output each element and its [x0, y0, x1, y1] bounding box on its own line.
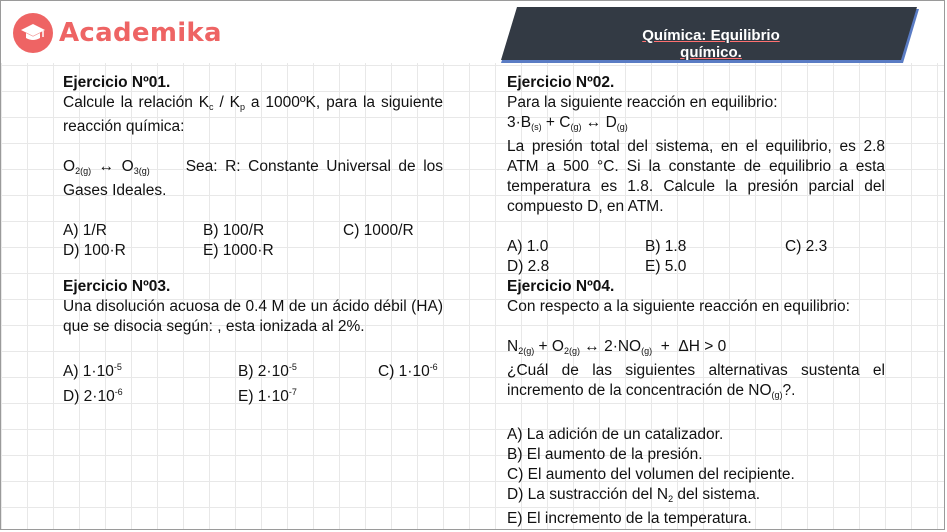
left-column [63, 73, 443, 407]
ex4-title: Ejercicio Nº04. [507, 278, 615, 295]
ex1-options-row1 [63, 221, 443, 241]
ex2-option-a[interactable]: A) 1.0 [507, 238, 549, 255]
ex1-option-c[interactable]: C) 1000/R [343, 222, 414, 239]
ex1-option-b[interactable]: B) 100/R [203, 222, 265, 239]
ex1-options-row2 [63, 241, 443, 261]
ex2-equation: $3\cdot B_{(s)} + C_{(g)}$ ↔ $D_{(g)}$ [507, 114, 628, 132]
ex2-title: Ejercicio Nº02. [507, 74, 615, 91]
ex4-question: ¿Cuál de las siguientes alternativas sustenta el incremento de la concentración de $NO_{(g)}$?. [507, 362, 885, 400]
ex3-option-e[interactable]: E) $1\cdot 10^{-7}$ [238, 387, 297, 405]
ex1-option-d[interactable]: D) 100·R [63, 242, 126, 259]
ex4-option-b[interactable]: B) El aumento de la presión. [507, 446, 703, 463]
ex1-option-a[interactable]: A) 1/R [63, 222, 107, 239]
ex2-option-b[interactable]: B) 1.8 [645, 238, 687, 255]
ex1-statement: Calcule la relación $K_c / K_p$ a 1000ºK, para la siguiente reacción química: [63, 94, 443, 135]
graduation-cap-icon [13, 13, 53, 53]
ex3-option-b[interactable]: B) $2\cdot 10^{-5}$ [238, 362, 297, 380]
brand-logo [13, 13, 222, 53]
ex4-equation: $N_{2(g)} + O_{2(g)}$ ↔ $2\cdot NO_{(g)} + \Delta H > 0$ [507, 338, 727, 356]
ex2-statement: La presión total del sistema, en el equilibrio, es 2.8 ATM a 500 °C. Si la constante de equilibrio a esta temperatura es 1.8. Calcule la presión parcial del compuesto D, en ATM. [507, 138, 885, 215]
ex2-options-row1 [507, 237, 885, 257]
right-column [507, 73, 885, 529]
ex1-option-e[interactable]: E) 1000·R [203, 242, 274, 259]
brand-name: Academika [59, 18, 222, 48]
ex2-options-row2 [507, 257, 885, 277]
ex2-intro: Para la siguiente reacción en equilibrio: [507, 94, 778, 111]
ex1-equation: $O_{2(g)}$ ↔ $O_{3(g)}$ Sea: R: Constante Universal de los Gases Ideales. [63, 158, 444, 199]
ex2-option-c[interactable]: C) 2.3 [785, 238, 828, 255]
topic-banner [501, 7, 921, 63]
ex1-title: Ejercicio Nº01. [63, 74, 171, 91]
ex4-intro: Con respecto a la siguiente reacción en equilibrio: [507, 298, 850, 315]
ex3-statement: Una disolución acuosa de 0.4 M de un ácido débil (HA) que se disocia según: , esta ionizada al 2%. [63, 298, 443, 335]
ex4-option-c[interactable]: C) El aumento del volumen del recipiente. [507, 466, 795, 483]
ex3-option-d[interactable]: D) $2\cdot 10^{-6}$ [63, 387, 123, 405]
ex4-option-d[interactable]: D) La sustracción del $N_2$ del sistema. [507, 486, 761, 504]
ex3-options-row2 [63, 382, 443, 407]
ex3-title: Ejercicio Nº03. [63, 278, 171, 295]
topic-title: Química: Equilibrio químico. [642, 27, 780, 61]
ex4-option-e[interactable]: E) El incremento de la temperatura. [507, 510, 752, 527]
ex2-option-d[interactable]: D) 2.8 [507, 258, 550, 275]
ex2-option-e[interactable]: E) 5.0 [645, 258, 687, 275]
ex3-option-c[interactable]: C) $1\cdot 10^{-6}$ [378, 362, 438, 380]
ex4-option-a[interactable]: A) La adición de un catalizador. [507, 426, 724, 443]
ex3-option-a[interactable]: A) $1\cdot 10^{-5}$ [63, 362, 122, 380]
ex3-options-row1 [63, 357, 443, 382]
